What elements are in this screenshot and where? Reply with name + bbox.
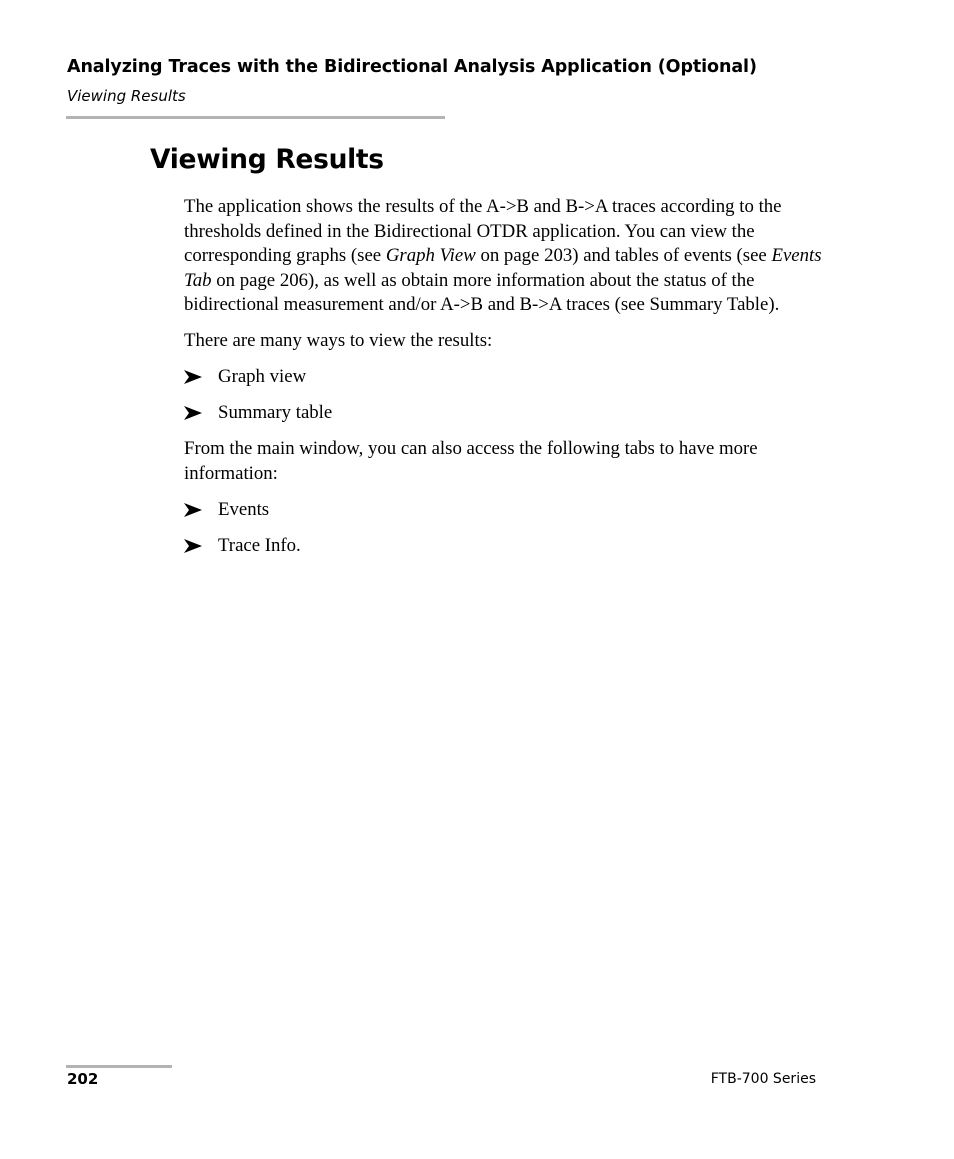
ways-list [184,365,824,426]
graph-view-reference: Graph View [385,245,476,266]
arrowhead-bullet-icon [184,370,202,384]
list-item-label: Trace Info. [218,534,301,556]
intro-text-3: on page 206), as well as obtain more information about the status of the bidirectional measurement and/or A->B and B->A traces (see Summary Table). [184,269,780,315]
ways-intro-paragraph: There are many ways to view the results: [184,330,493,351]
intro-text-2: on page 203) and tables of events (see [475,245,772,266]
header-divider [66,116,445,119]
list-item [184,498,824,523]
intro-text-1: The application shows the results of the A->B and B->A traces according to the thresholds defined in the Bidirectional OTDR application. You can view the corresponding graphs (see [184,196,782,266]
running-section-title: Viewing Results [67,87,186,105]
list-item-label: Graph view [218,366,307,387]
arrowhead-bullet-icon [184,503,202,517]
body-content [184,195,824,570]
list-item-label: Summary table [218,402,333,423]
product-series: FTB-700 Series [710,1071,816,1087]
list-item [184,401,824,426]
page-number: 202 [67,1070,99,1088]
arrowhead-bullet-icon [184,539,202,553]
footer-divider [66,1065,172,1068]
tabs-intro-paragraph: From the main window, you can also access the following tabs to have more information: [184,438,758,484]
list-item [184,365,824,390]
list-item-label: Events [218,498,270,520]
arrowhead-bullet-icon [184,406,202,420]
chapter-title: Analyzing Traces with the Bidirectional Analysis Application (Optional) [67,57,757,77]
events-tab-reference: Events Tab [184,245,822,291]
tabs-list [184,498,824,559]
list-item [184,534,824,559]
section-heading: Viewing Results [150,144,384,175]
intro-paragraph [184,195,824,318]
